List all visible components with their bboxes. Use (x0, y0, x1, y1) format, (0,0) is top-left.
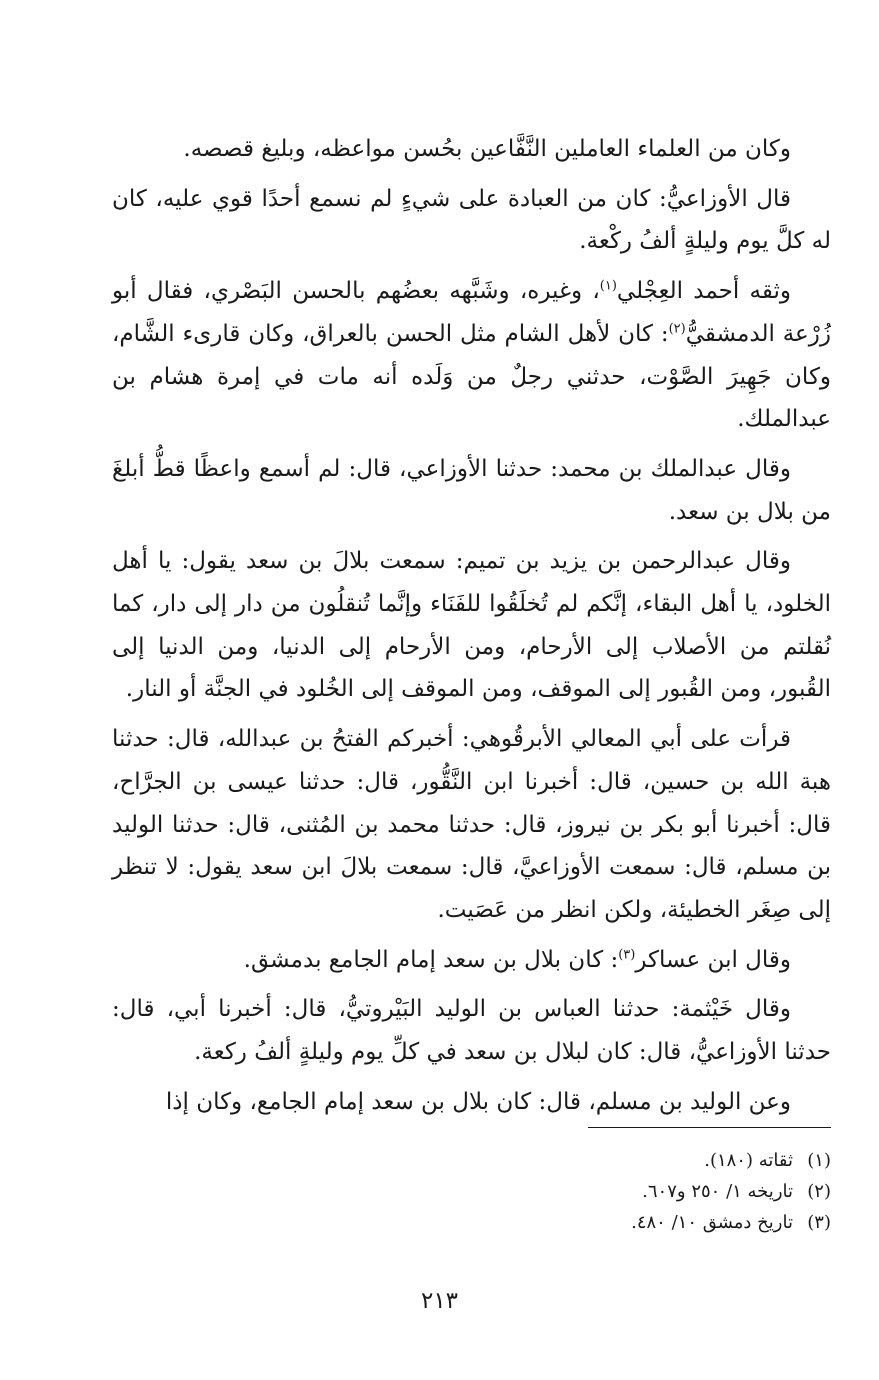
footnote-number: (١) (807, 1150, 831, 1171)
paragraph-text: ، وغيره، وشَبَّهه بعضُهم بالحسن البَصْري، فقال أبو زُرْعة الدمشقيُّ (112, 278, 831, 347)
paragraph (112, 939, 831, 982)
paragraph (112, 270, 831, 441)
paragraph-text: قرأت على أبي المعالي الأبرقُوهي: أخبركم الفتحُ بن عبدالله، قال: حدثنا هبة الله بن حسين، قال: أخبرنا ابن النَّقُّور، قال: حدثنا عيسى بن الجرَّاح، قال: أخبرنا أبو بكر بن نيروز، قال: حدثنا محمد بن المُثنى، قال: حدثنا الوليد بن مسلم، قال: سمعت الأوزاعيَّ، قال: سمعت بلالَ ابن سعد يقول: لا تنظر إلى صِغَر الخطيئة، ولكن انظر من عَصَيت. (112, 726, 831, 923)
paragraph-text: وقال ابن عساكر (635, 946, 791, 973)
paragraph-text: قال الأوزاعيُّ: كان من العبادة على شيءٍ لم نسمع أحدًا قوي عليه، كان له كلَّ يوم وليلةٍ ألفُ ركْعة. (112, 185, 831, 255)
paragraph (112, 448, 831, 533)
paragraph-text: وثقه أحمد العِجْلي (616, 278, 791, 305)
paragraph (112, 178, 831, 263)
paragraph-text: وقال عبدالرحمن بن يزيد بن تميم: سمعت بلالَ بن سعد يقول: يا أهل الخلود، يا أهل البقاء، إنَّكم لم تُخلَقُوا للفَنَاء وإنَّما تُنقلُون من دار إلى دار، كما نُقلتم من الأصلاب إلى الأرحام، ومن الأرحام إلى الدنيا، ومن الدنيا إلى القُبور، ومن القُبور إلى الموقف، ومن الموقف إلى الخُلود في الجنَّة أو النار. (112, 548, 831, 703)
footnote-number: (٢) (807, 1181, 831, 1202)
footnote-text: تاريخ دمشق ١٠/ ٤٨٠. (631, 1212, 793, 1233)
paragraph (112, 718, 831, 932)
main-text (112, 128, 831, 1123)
footnote-text: ثقاته (١٨٠). (704, 1150, 793, 1171)
paragraph-text: وقال خَيْثمة: حدثنا العباس بن الوليد البَيْروتيُّ، قال: أخبرنا أبي، قال: حدثنا الأوزاعيُّ، قال: كان لبلال بن سعد في كلِّ يوم وليلةٍ ألفُ ركعة. (112, 996, 831, 1066)
paragraph (112, 988, 831, 1073)
footnote-reference: (١) (599, 278, 617, 294)
paragraph-text: : كان لأهل الشام مثل الحسن بالعراق، وكان قارىء الشَّام، وكان جَهِيرَ الصَّوْت، حدثني رجلٌ من وَلَده أنه مات في إمرة هشام بن عبدالملك. (112, 320, 831, 433)
footnote (112, 1145, 831, 1176)
footnotes (112, 1145, 831, 1238)
footnote-reference: (٣) (618, 947, 636, 962)
footnote (112, 1207, 831, 1238)
paragraph-text: : كان بلال بن سعد إمام الجامع بدمشق. (243, 946, 619, 973)
footnote (112, 1176, 831, 1207)
footnote-separator (588, 1127, 831, 1128)
paragraph-text: وكان من العلماء العاملين النَّفَّاعين بحُسن مواعظه، وبليغ قصصه. (183, 136, 791, 162)
paragraph-text: وقال عبدالملك بن محمد: حدثنا الأوزاعي، قال: لم أسمع واعظًا قطُّ أبلغَ من بلال بن سعد. (112, 455, 831, 525)
footnote-reference: (٢) (668, 321, 686, 337)
paragraph-text: وعن الوليد بن مسلم، قال: كان بلال بن سعد إمام الجامع، وكان إذا (165, 1088, 791, 1115)
paragraph (112, 1081, 831, 1124)
paragraph (112, 540, 831, 711)
footnote-text: تاريخه ١/ ٢٥٠ و٦٠٧. (642, 1181, 793, 1202)
paragraph (112, 128, 831, 171)
footnote-number: (٣) (807, 1212, 831, 1233)
page-number: ٢١٣ (420, 1288, 459, 1314)
